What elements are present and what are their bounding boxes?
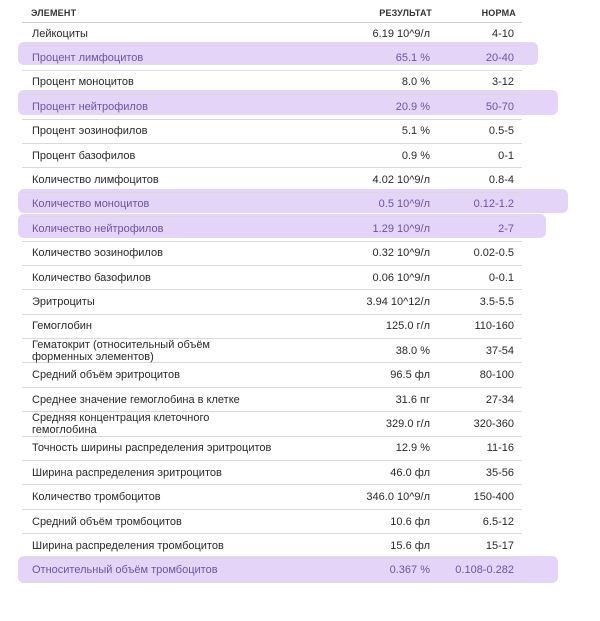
row-element-name: Ширина распределения эритроцитов [32,466,222,479]
row-result-value: 5.1 % [401,125,430,138]
row-result-value: 20.9 % [395,100,430,113]
table-row [22,388,522,412]
row-result-value: 6.19 10^9/л [372,27,430,40]
row-norm-range: 15-17 [485,539,514,552]
row-norm-range: 0.02-0.5 [473,247,514,260]
table-row [22,193,522,217]
row-norm-range: 35-56 [485,466,514,479]
row-norm-range: 0.8-4 [488,174,514,187]
column-header-element: ЭЛЕМЕНТ [31,8,77,18]
table-row [22,315,522,339]
row-element-name: Количество лимфоцитов [32,174,159,187]
table-row [22,71,522,95]
table-row [22,144,522,168]
row-norm-range: 3.5-5.5 [479,295,514,308]
row-norm-range: 50-70 [485,100,514,113]
row-norm-range: 6.5-12 [482,515,514,528]
row-norm-range: 150-400 [473,491,514,504]
row-result-value: 3.94 10^12/л [366,295,430,308]
table-row [22,339,522,363]
row-result-value: 125.0 г/л [385,320,430,333]
row-element-name: Средний объём тромбоцитов [32,515,182,528]
row-result-value: 0.06 10^9/л [372,271,430,284]
row-element-name: Ширина распределения тромбоцитов [32,539,224,552]
row-norm-range: 0.5-5 [488,125,514,138]
row-element-name: Количество тромбоцитов [32,491,161,504]
table-row [22,217,522,241]
results-table-body [22,22,522,583]
row-norm-range: 3-12 [491,76,514,89]
row-norm-range: 37-54 [485,344,514,357]
row-norm-range: 0.108-0.282 [455,564,514,577]
table-row [22,242,522,266]
row-element-name: Гемоглобин [32,320,92,333]
row-result-value: 65.1 % [395,52,430,65]
row-element-name: Эритроциты [32,295,95,308]
row-result-value: 0.5 10^9/л [378,198,430,211]
table-row [22,120,522,144]
row-element-name: Средний объём эритроцитов [32,369,180,382]
table-row [22,95,522,119]
row-norm-range: 4-10 [491,27,514,40]
row-result-value: 346.0 10^9/л [366,491,430,504]
row-element-name: Процент эозинофилов [32,125,148,138]
row-result-value: 0.367 % [389,564,430,577]
table-header [22,0,522,23]
table-row [22,46,522,70]
table-row [22,266,522,290]
row-element-name: Количество базофилов [32,271,151,284]
row-element-name: Среднее значение гемоглобина в клетке [32,393,240,406]
table-row [22,461,522,485]
row-result-value: 31.6 пг [395,393,430,406]
row-element-name: Количество моноцитов [32,198,150,211]
row-result-value: 4.02 10^9/л [372,174,430,187]
row-result-value: 46.0 фл [390,466,430,479]
row-norm-range: 11-16 [486,442,514,455]
row-element-name: Средняя концентрация клеточного гемоглобина [32,411,210,436]
row-element-name: Лейкоциты [32,27,88,40]
table-row [22,22,522,46]
row-result-value: 12.9 % [395,442,430,455]
row-norm-range: 110-160 [474,320,514,333]
column-header-result: РЕЗУЛЬТАТ [379,8,432,18]
row-norm-range: 80-100 [479,369,514,382]
row-element-name: Относительный объём тромбоцитов [32,564,218,577]
table-row [22,534,522,558]
row-norm-range: 0-1 [498,149,514,162]
row-element-name: Точность ширины распределения эритроцитов [32,442,272,455]
row-element-name: Процент лимфоцитов [32,52,144,65]
column-header-norm: НОРМА [481,8,516,18]
row-element-name: Процент нейтрофилов [32,100,148,113]
row-result-value: 8.0 % [401,76,430,89]
row-element-name: Процент моноцитов [32,76,134,89]
table-row [22,510,522,534]
table-row [22,485,522,509]
table-row [22,412,522,436]
row-result-value: 329.0 г/л [385,417,430,430]
table-row [22,290,522,314]
table-row [22,559,522,583]
row-result-value: 1.29 10^9/л [372,222,430,235]
row-result-value: 0.32 10^9/л [372,247,430,260]
row-result-value: 10.6 фл [390,515,430,528]
row-norm-range: 0.12-1.2 [473,198,514,211]
table-row [22,168,522,192]
row-result-value: 38.0 % [395,344,430,357]
row-element-name: Гематокрит (относительный объём форменных элементов) [32,338,210,363]
row-result-value: 15.6 фл [390,539,430,552]
row-element-name: Процент базофилов [32,149,136,162]
row-result-value: 0.9 % [401,149,430,162]
table-row [22,437,522,461]
row-norm-range: 27-34 [485,393,514,406]
row-norm-range: 2-7 [498,222,514,235]
row-element-name: Количество нейтрофилов [32,222,164,235]
row-norm-range: 0-0.1 [488,271,514,284]
row-norm-range: 320-360 [473,417,514,430]
row-element-name: Количество эозинофилов [32,247,163,260]
table-row [22,363,522,387]
row-result-value: 96.5 фл [390,369,430,382]
row-norm-range: 20-40 [485,52,514,65]
